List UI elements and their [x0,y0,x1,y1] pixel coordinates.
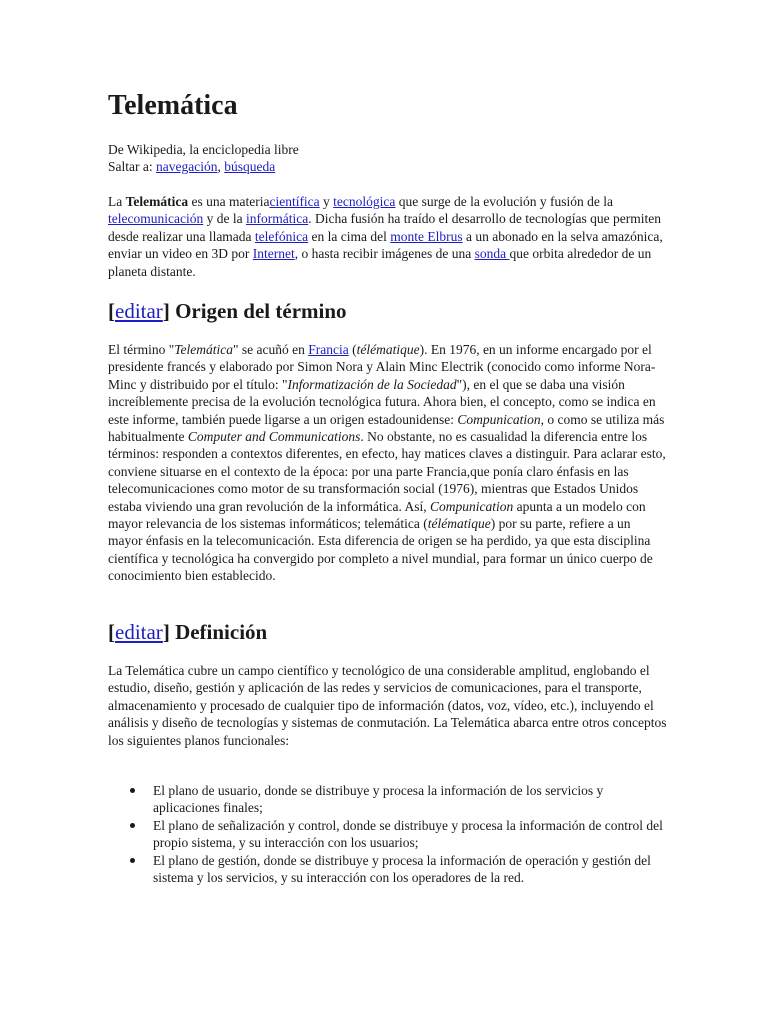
origin-italic: Computer and Communications [187,429,361,445]
origin-italic: Compunication [457,411,541,427]
jump-to-label: Saltar a: [108,159,156,174]
intro-text: que orbita alrededor de un planeta distante. [108,246,652,279]
origin-italic: télématique [427,516,491,532]
edit-link-definicion[interactable]: editar [115,620,163,644]
link-francia[interactable]: Francia [308,342,349,357]
link-internet[interactable]: Internet [252,246,295,262]
intro-text: en la cima del [308,228,391,244]
list-item: El plano de usuario, donde se distribuye y procesa la información de los servicios y aplicaciones finales; [153,782,668,817]
intro-text: La [108,194,126,209]
intro-text: a un abonado en la selva amazónica, enviar un video en 3D por [108,228,663,262]
origin-italic: télématique [356,342,420,357]
intro-term-bold: Telemática [125,194,189,209]
link-telecomunicacion[interactable]: telecomunicación [108,211,204,227]
bracket-close: ] [162,299,170,323]
list-item: El plano de gestión, donde se distribuye y procesa la información de operación y gestión del sistema y los servicios, y su interacción con los operadores de la red. [153,852,668,887]
origin-paragraph [108,341,668,585]
link-busqueda[interactable]: búsqueda [224,159,276,174]
origin-italic: Compunication [430,498,514,514]
intro-text: y [319,194,334,209]
intro-text: que surge de la evolución y fusión de la [395,194,613,209]
section-title-definicion: Definición [169,620,268,644]
definition-paragraph: La Telemática cubre un campo científico y tecnológico de una considerable amplitud, englobando el estudio, diseño, gestión y aplicación de las redes y servicios de comunicaciones, para el transporte, almacenamiento y procesado de cualquier tipo de información (datos, voz, vídeo, etc.), incluyendo el análisis y diseño de tecnologías y sistemas de conmutación. La Telemática abarca entre otros conceptos los siguientes planos funcionales: [108,663,667,748]
bracket-close: ] [162,620,170,644]
intro-text: es una materia [188,194,270,209]
intro-text: y de la [203,211,246,227]
intro-paragraph [108,193,668,280]
intro-text: . Dicha fusión ha traído el desarrollo de tecnologías que permiten desde realizar una llamada [108,211,661,244]
origin-text: " se acuñó en [233,342,309,357]
origin-text: "), en el que se daba una visión increíblemente precisa de la evolución tecnológica futura. Ahora bien, el concepto, como se indica en este informe, también puede ligarse a un origen estadounidense: [108,376,656,427]
intro-text: , o hasta recibir imágenes de una [294,246,475,262]
link-monte-elbrus[interactable]: monte Elbrus [390,228,463,244]
functional-planes-list [108,782,668,886]
link-tecnologica[interactable]: tecnológica [333,194,396,209]
link-sonda[interactable]: sonda [474,246,510,262]
origin-text: ( [348,342,357,357]
link-cientifica[interactable]: científica [269,194,320,209]
origin-text: ). En 1976, en un informe encargado por el presidente francés y elaborado por Simon Nora y Alain Minc Electrik (conocido como informe Nora-Minc y distribuido por el título: " [108,342,656,392]
link-telefonica[interactable]: telefónica [254,228,309,244]
origin-italic: Telemática [174,342,233,357]
section-heading-origen [108,297,347,325]
bracket-open: [ [108,620,115,644]
page-title: Telemática [108,90,238,121]
jump-to-separator: , [217,159,225,174]
link-informatica[interactable]: informática [245,211,309,227]
link-navegacion[interactable]: navegación [155,159,218,174]
section-heading-definicion [108,618,267,646]
origin-italic: Informatización de la Sociedad [287,376,457,392]
origin-text: , o como se utiliza más habitualmente [108,411,665,445]
list-item: El plano de señalización y control, donde se distribuye y procesa la información de control del propio sistema, y su interacción con los usuarios; [153,817,668,852]
jump-to-line [108,158,275,175]
origin-text: . No obstante, no es casualidad la diferencia entre los términos: responden a contextos diferentes, en efecto, hay matices claves a distinguir. Para aclarar esto, conviene situarse en el contexto de la época: por una parte Francia,que ponía claro énfasis en las telecomunicaciones como motor de su transformación social (1976), mientras que Estados Unidos estaba viviendo una gran revolución de la informática. Así, [108,429,666,514]
article-source: De Wikipedia, la enciclopedia libre [108,142,299,157]
bracket-open: [ [108,299,115,323]
origin-text: apunta a un modelo con mayor relevancia de los sistemas informáticos; telemática ( [108,498,646,532]
section-title-origen: Origen del término [169,299,347,323]
edit-link-origen[interactable]: editar [115,299,163,323]
origin-text: ) por su parte, refiere a un mayor énfasis en la telecomunicación. Esta diferencia de origen se ha perdido, ya que esta disciplina científica y tecnológica ha convergido por completo a nivel mundial, para formar un único cuerpo de conocimiento bien establecido. [108,516,653,584]
origin-text: El término " [108,342,175,357]
